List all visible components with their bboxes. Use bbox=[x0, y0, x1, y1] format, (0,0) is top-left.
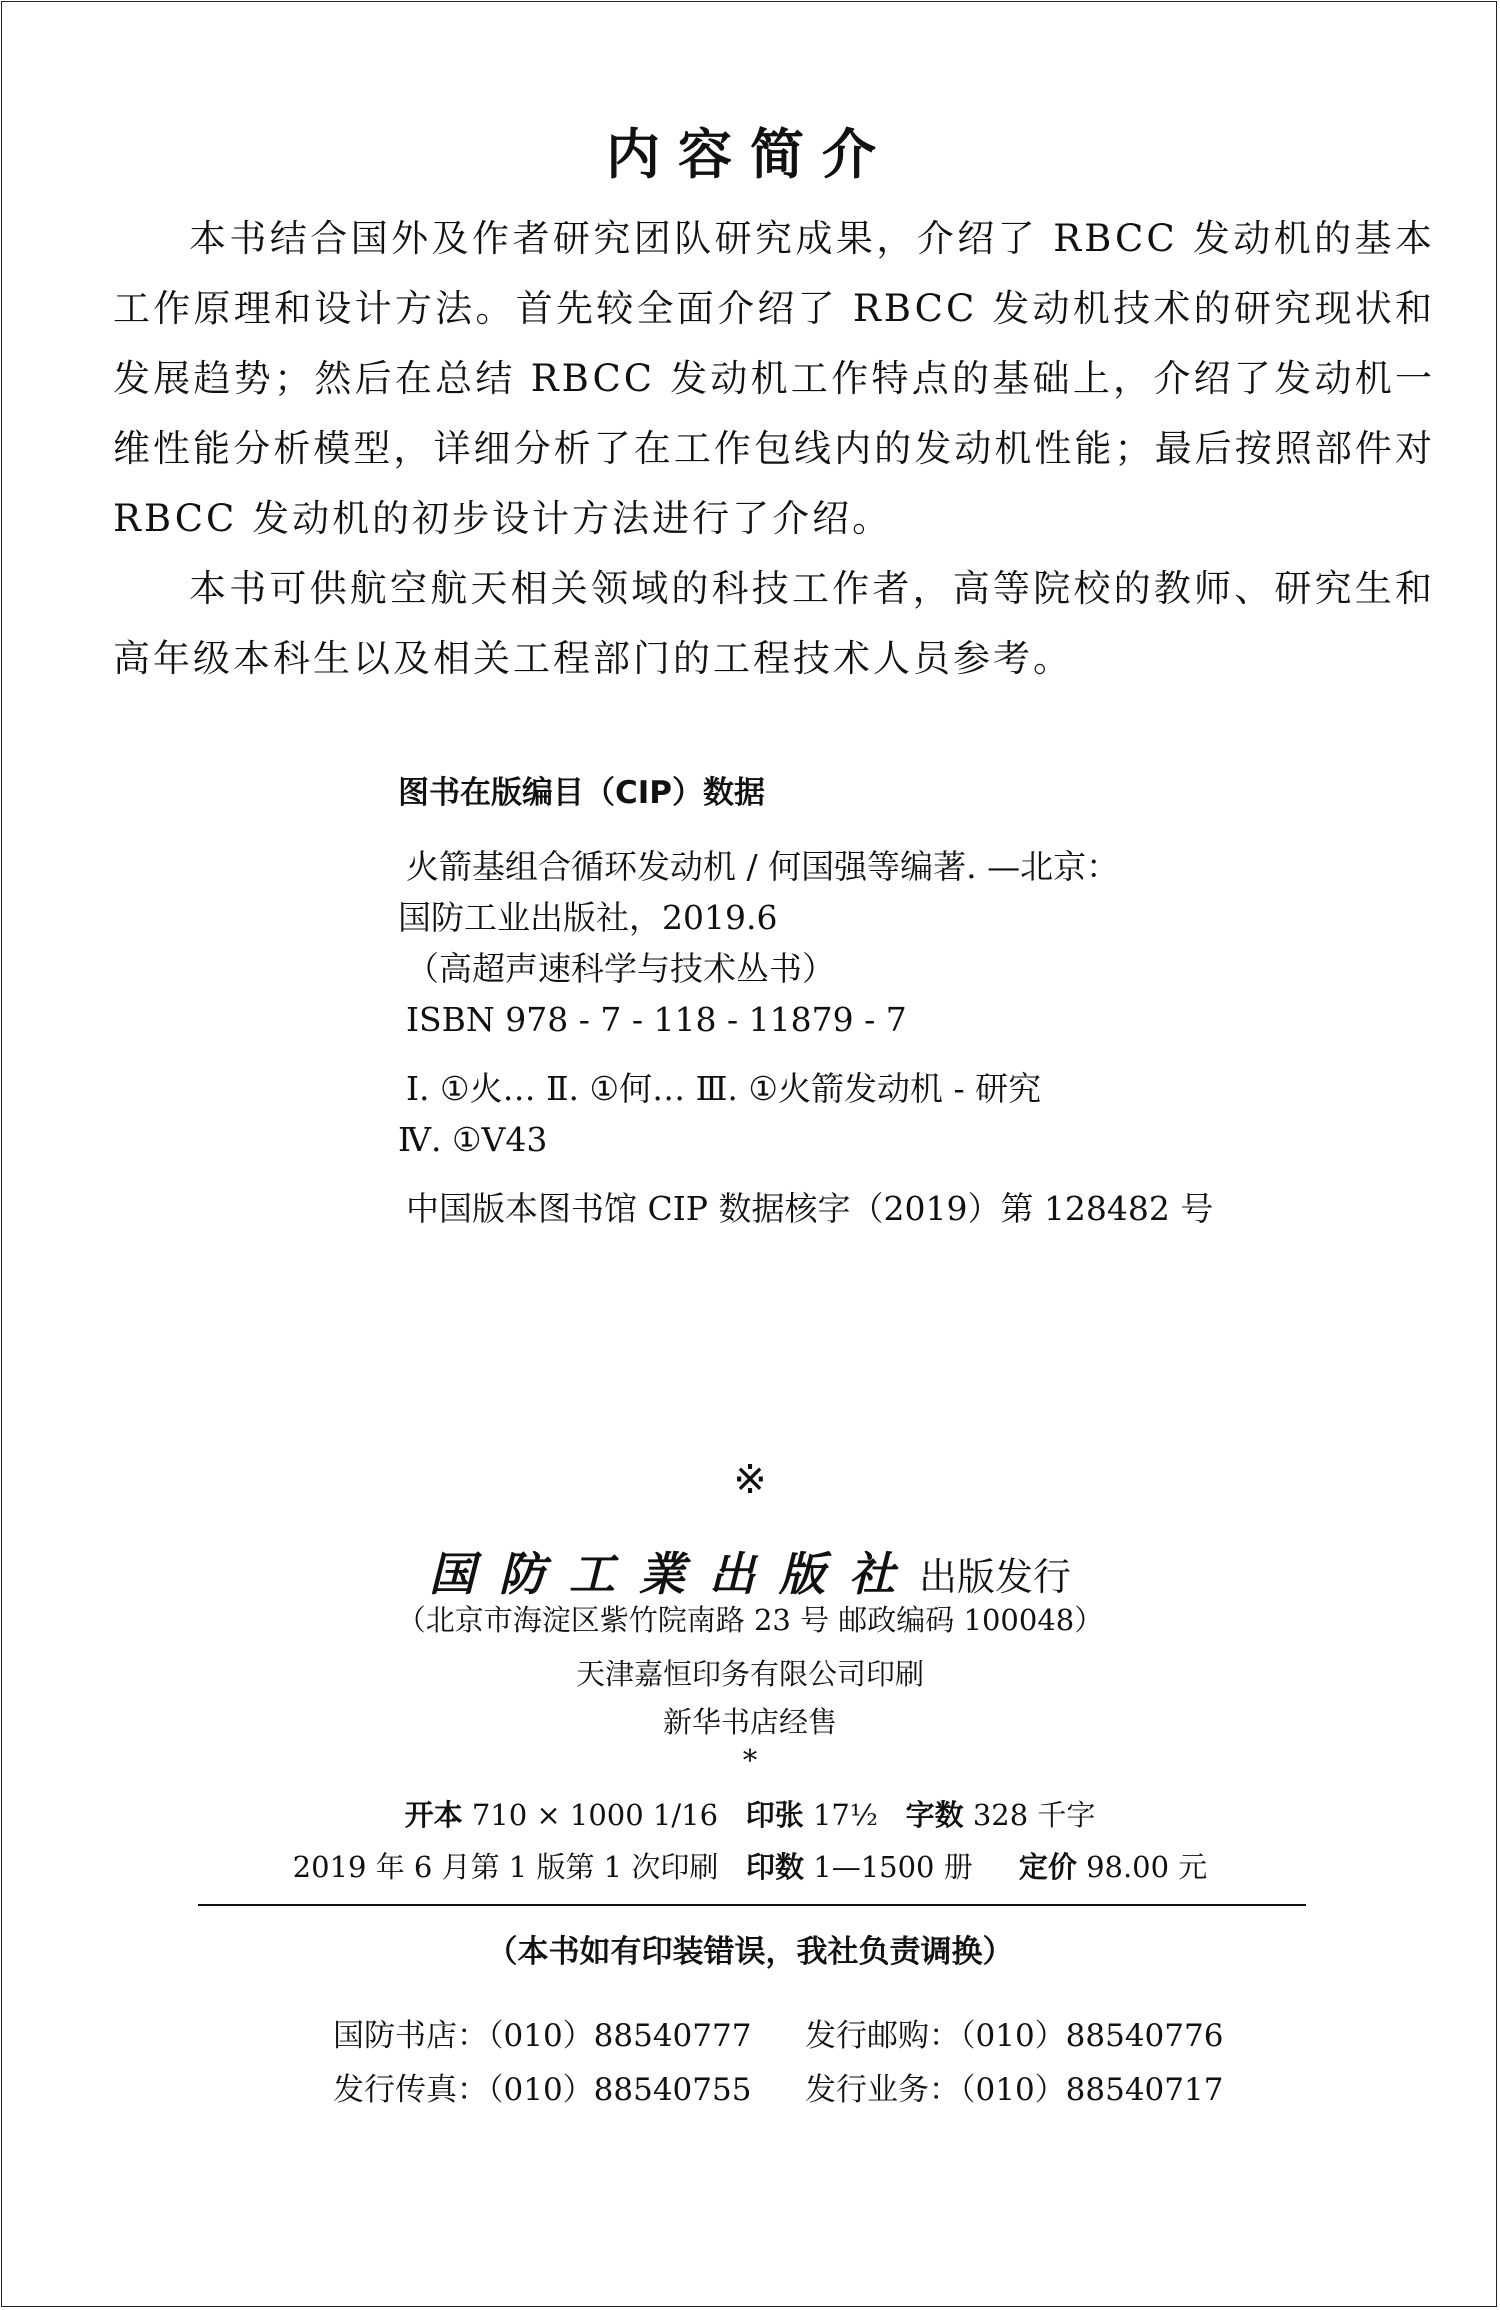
print-count-label: 印数 bbox=[746, 1850, 805, 1884]
contact-label: 发行传真： bbox=[333, 2072, 488, 2108]
edition: 2019 年 6 月第 1 版第 1 次印刷 bbox=[292, 1850, 719, 1884]
publisher-address: （北京市海淀区紫竹院南路 23 号 邮政编码 100048） bbox=[396, 1603, 1104, 1637]
replacement-notice: （本书如有印装错误，我社负责调换） bbox=[486, 1934, 1014, 1970]
contact-item bbox=[805, 2010, 1223, 2055]
format-value: 710 × 1000 1/16 bbox=[471, 1798, 719, 1832]
reference-mark: ※ bbox=[733, 1457, 767, 1503]
words-label: 字数 bbox=[905, 1798, 964, 1832]
cip-isbn: ISBN 978 - 7 - 118 - 11879 - 7 bbox=[406, 1000, 907, 1039]
price-value: 98.00 元 bbox=[1086, 1850, 1208, 1884]
intro-title: 内容简介 bbox=[606, 123, 894, 186]
contact-phone: （010）88540717 bbox=[960, 2072, 1224, 2108]
words-value: 328 千字 bbox=[972, 1798, 1096, 1832]
format-label: 开本 bbox=[404, 1798, 463, 1832]
contact-item bbox=[805, 2064, 1223, 2109]
distributor: 新华书店经售 bbox=[662, 1705, 837, 1739]
intro-paragraph: 本书结合国外及作者研究团队研究成果，介绍了 RBCC 发动机的基本工作原理和设计方法。首先较全面介绍了 RBCC 发动机技术的研究现状和发展趋势；然后在总结 RBCC 发动机工作特点的基础上，介绍了发动机一维性能分析模型，详细分析了在工作包线内的发动机性能；最后按照部件对 RBCC 发动机的初步设计方法进行了介绍。 bbox=[113, 217, 1435, 540]
contact-item bbox=[333, 2064, 751, 2109]
publisher-logo: 国防工業出版社 bbox=[428, 1547, 919, 1601]
contact-label: 国防书店： bbox=[333, 2018, 488, 2054]
cip-classification-2: Ⅳ. ①V43 bbox=[398, 1120, 548, 1159]
contact-phone: （010）88540777 bbox=[488, 2018, 752, 2054]
format-specs bbox=[0, 1793, 1500, 1834]
intro-paragraph: 本书可供航空航天相关领域的科技工作者，高等院校的教师、研究生和高年级本科生以及相关工程部门的工程技术人员参考。 bbox=[113, 567, 1435, 680]
cip-title-line: 火箭基组合循环发动机 / 何国强等编著. —北京： bbox=[406, 847, 1120, 886]
divider bbox=[198, 1904, 1306, 1906]
print-count-value: 1—1500 册 bbox=[813, 1850, 973, 1884]
cip-heading: 图书在版编目（CIP）数据 bbox=[398, 775, 766, 811]
intro-body bbox=[113, 204, 1435, 694]
cip-record-number: 中国版本图书馆 CIP 数据核字（2019）第 128482 号 bbox=[406, 1189, 1214, 1228]
contact-item bbox=[333, 2010, 751, 2055]
printer: 天津嘉恒印务有限公司印刷 bbox=[575, 1657, 924, 1691]
cip-classification: Ⅰ. ①火… Ⅱ. ①何… Ⅲ. ①火箭发动机 - 研究 bbox=[406, 1069, 1042, 1108]
separator: * bbox=[742, 1743, 758, 1777]
edition-line bbox=[0, 1845, 1500, 1886]
price-label: 定价 bbox=[1018, 1850, 1077, 1884]
contact-label: 发行邮购： bbox=[805, 2018, 960, 2054]
publish-suffix: 出版发行 bbox=[918, 1555, 1071, 1599]
sheets-label: 印张 bbox=[745, 1798, 804, 1832]
sheets-value: 17½ bbox=[812, 1798, 878, 1832]
contact-phone: （010）88540776 bbox=[960, 2018, 1224, 2054]
contact-phone: （010）88540755 bbox=[488, 2072, 752, 2108]
cip-series-line: （高超声速科学与技术丛书） bbox=[406, 949, 835, 988]
cip-block bbox=[398, 768, 1213, 1234]
cip-publisher-line: 国防工业出版社，2019.6 bbox=[398, 898, 778, 937]
publisher-line bbox=[0, 1538, 1500, 1604]
contact-label: 发行业务： bbox=[805, 2072, 960, 2108]
